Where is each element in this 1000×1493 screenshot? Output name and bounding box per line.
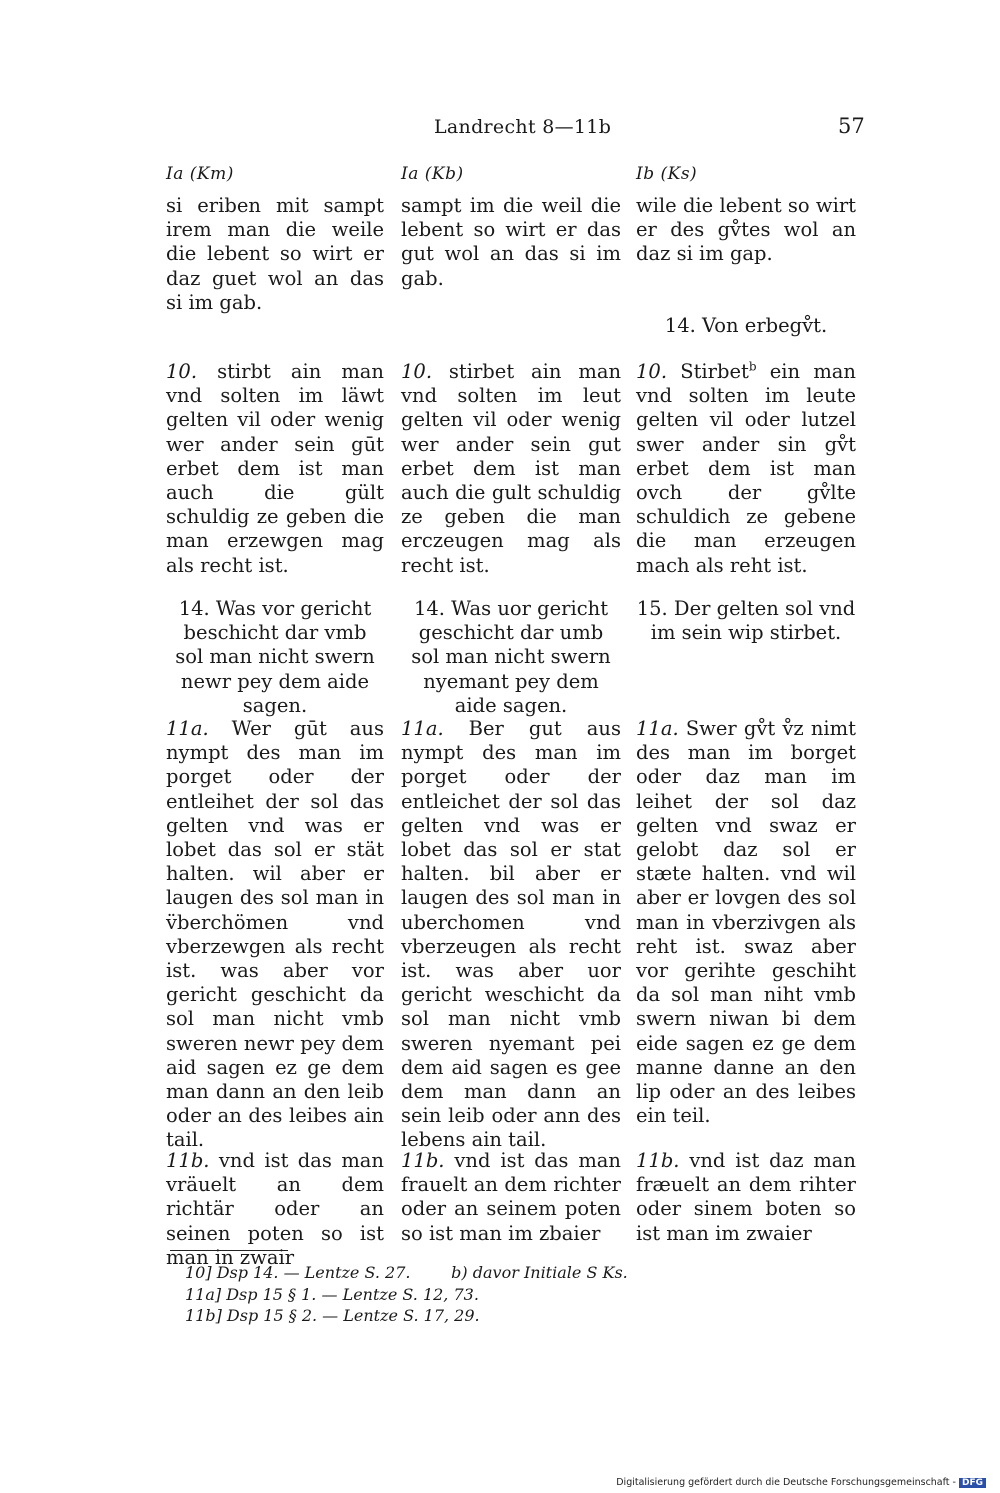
chapter-title xyxy=(636,314,856,338)
page-number: 57 xyxy=(838,114,865,138)
section-text: Swer gv̊t v̊z nimt des man im borget oder daz man im leihet der sol daz gelten vnd swaz er gelobt daz sol er stæte halten. vnd wil aber er lovgen des sol man in vberzivgen als reht ist. swaz aber vor gerihte geschiht da sol man niht vmb swern niwan bi dem eide sagen ez ge dem manne danne an den lip oder an des leibes ein teil. xyxy=(636,717,856,1128)
section-text: vnd ist das man frauelt an dem richter oder an seinem poten so ist man im zbaier xyxy=(401,1149,621,1245)
text-block xyxy=(401,194,621,291)
section-text: stirbt ain man vnd solten im läwt gelten vil oder wenig wer ander sein gūt erbet dem ist man auch die gült schuldig ze geben die man erzewgen mag als recht ist. xyxy=(166,360,384,577)
paragraph xyxy=(636,1149,856,1246)
chapter-title xyxy=(401,597,621,718)
section-text: stirbet ain man vnd solten im leut gelten vil oder wenig wer ander sein gut erbet dem ist man auch die gult schuldig ze geben die man erczeugen mag als recht ist. xyxy=(401,360,621,577)
running-head: Landrecht 8—11b xyxy=(434,116,612,138)
section-number: 10. xyxy=(636,360,668,383)
page-header xyxy=(0,116,1000,146)
section-number: 11b. xyxy=(401,1149,445,1172)
section-number: 11a. xyxy=(401,717,444,740)
footnote-rule xyxy=(170,1250,288,1251)
text-block xyxy=(166,717,384,1153)
section-number: 11a. xyxy=(636,717,679,740)
chapter-title-text: 14. Was uor gericht geschicht dar umb sol man nicht swern nyemant pey dem aide sagen. xyxy=(411,597,611,717)
paragraph xyxy=(166,360,384,578)
paragraph xyxy=(636,717,856,1128)
section-number: 11b. xyxy=(166,1149,210,1172)
footnote: 11a] Dsp 15 § 1. — Lentze S. 12, 73. xyxy=(185,1284,479,1304)
column-siglum: Ib (Ks) xyxy=(636,164,698,184)
text-block xyxy=(401,717,621,1153)
digitization-credit xyxy=(616,1477,986,1488)
chapter-title xyxy=(636,597,856,645)
text-block xyxy=(636,194,856,267)
column-siglum: Ia (Km) xyxy=(166,164,234,184)
text-block xyxy=(166,360,384,578)
section-number: 10. xyxy=(166,360,198,383)
section-text-cont: ein man vnd solten im leute gelten vil oder lutzel swer ander sin gv̊t erbet dem ist man ovch der gv̊lte schuldich ze gebene die man erzeugen mach als reht ist. xyxy=(636,360,856,577)
section-text: vnd ist daz man fræuelt an dem rihter oder sinem boten so ist man im zwaier xyxy=(636,1149,856,1245)
column-siglum: Ia (Kb) xyxy=(401,164,464,184)
text-block xyxy=(636,717,856,1128)
section-number: 11a. xyxy=(166,717,209,740)
chapter-title-text: 14. Was vor gericht beschicht dar vmb sol man nicht swern newr pey dem aide sagen. xyxy=(175,597,375,717)
paragraph xyxy=(166,717,384,1153)
section-text: Stirbet xyxy=(667,360,749,383)
text-block xyxy=(166,194,384,315)
text-block xyxy=(166,1149,384,1270)
paragraph xyxy=(401,717,621,1153)
section-text: Ber gut aus nympt des man im porget oder der entleichet der sol das gelten vnd was er lobet das sol er stat halten. bil aber er laugen des sol man in uberchomen vnd vberzeugen als recht ist. was aber uor gericht weschicht da sol man nicht vmb sweren nyemant pei dem aid sagen es gee dem man dann an sein leib oder ann des lebens ain tail. xyxy=(401,717,621,1152)
paragraph xyxy=(401,360,621,578)
footnote: 11b] Dsp 15 § 2. — Lentze S. 17, 29. xyxy=(185,1306,480,1325)
text-block xyxy=(636,1149,856,1246)
section-text: Wer gūt aus nympt des man im porget oder der entleihet der sol das gelten vnd was er lobet das sol er stät halten. wil aber er laugen des sol man in v̈berchömen vnd vberzewgen als recht ist. was aber vor gericht geschicht da sol man nicht vmb sweren newr pey dem aid sagen ez ge dem man dann an den leib oder an des leibes ain tail. xyxy=(166,717,384,1152)
paragraph xyxy=(166,1149,384,1270)
footnote: 10] Dsp 14. — Lentze S. 27. b) davor Initiale S Ks. xyxy=(185,1263,628,1282)
chapter-title-text: 15. Der gelten sol vnd im sein wip stirbet. xyxy=(636,597,856,645)
section-number: 10. xyxy=(401,360,433,383)
footnote-marker: b xyxy=(748,359,757,374)
paragraph xyxy=(636,360,856,578)
section-text: vnd ist das man vräuelt an dem richtär oder an seinen poten so ist man in zwair xyxy=(166,1149,384,1269)
section-number: 11b. xyxy=(636,1149,680,1172)
credit-text: Digitalisierung gefördert durch die Deutsche Forschungsgemeinschaft - xyxy=(616,1477,956,1488)
paragraph: wile die lebent so wirt er des gv̊tes wol an daz si im gap. xyxy=(636,194,856,266)
text-block xyxy=(401,360,621,578)
paragraph: sampt im die weil die lebent so wirt er das gut wol an das si im gab. xyxy=(401,194,621,290)
chapter-title-text: 14. Von erbegv̊t. xyxy=(664,314,828,337)
text-block xyxy=(401,1149,621,1246)
dfg-logo: DFG xyxy=(959,1478,986,1488)
footnotes xyxy=(185,1262,628,1327)
paragraph xyxy=(401,1149,621,1246)
text-block xyxy=(636,360,856,578)
paragraph: si eriben mit sampt irem man die weile die lebent so wirt er daz guet wol an das si im gab. xyxy=(166,194,384,314)
chapter-title xyxy=(166,597,384,718)
